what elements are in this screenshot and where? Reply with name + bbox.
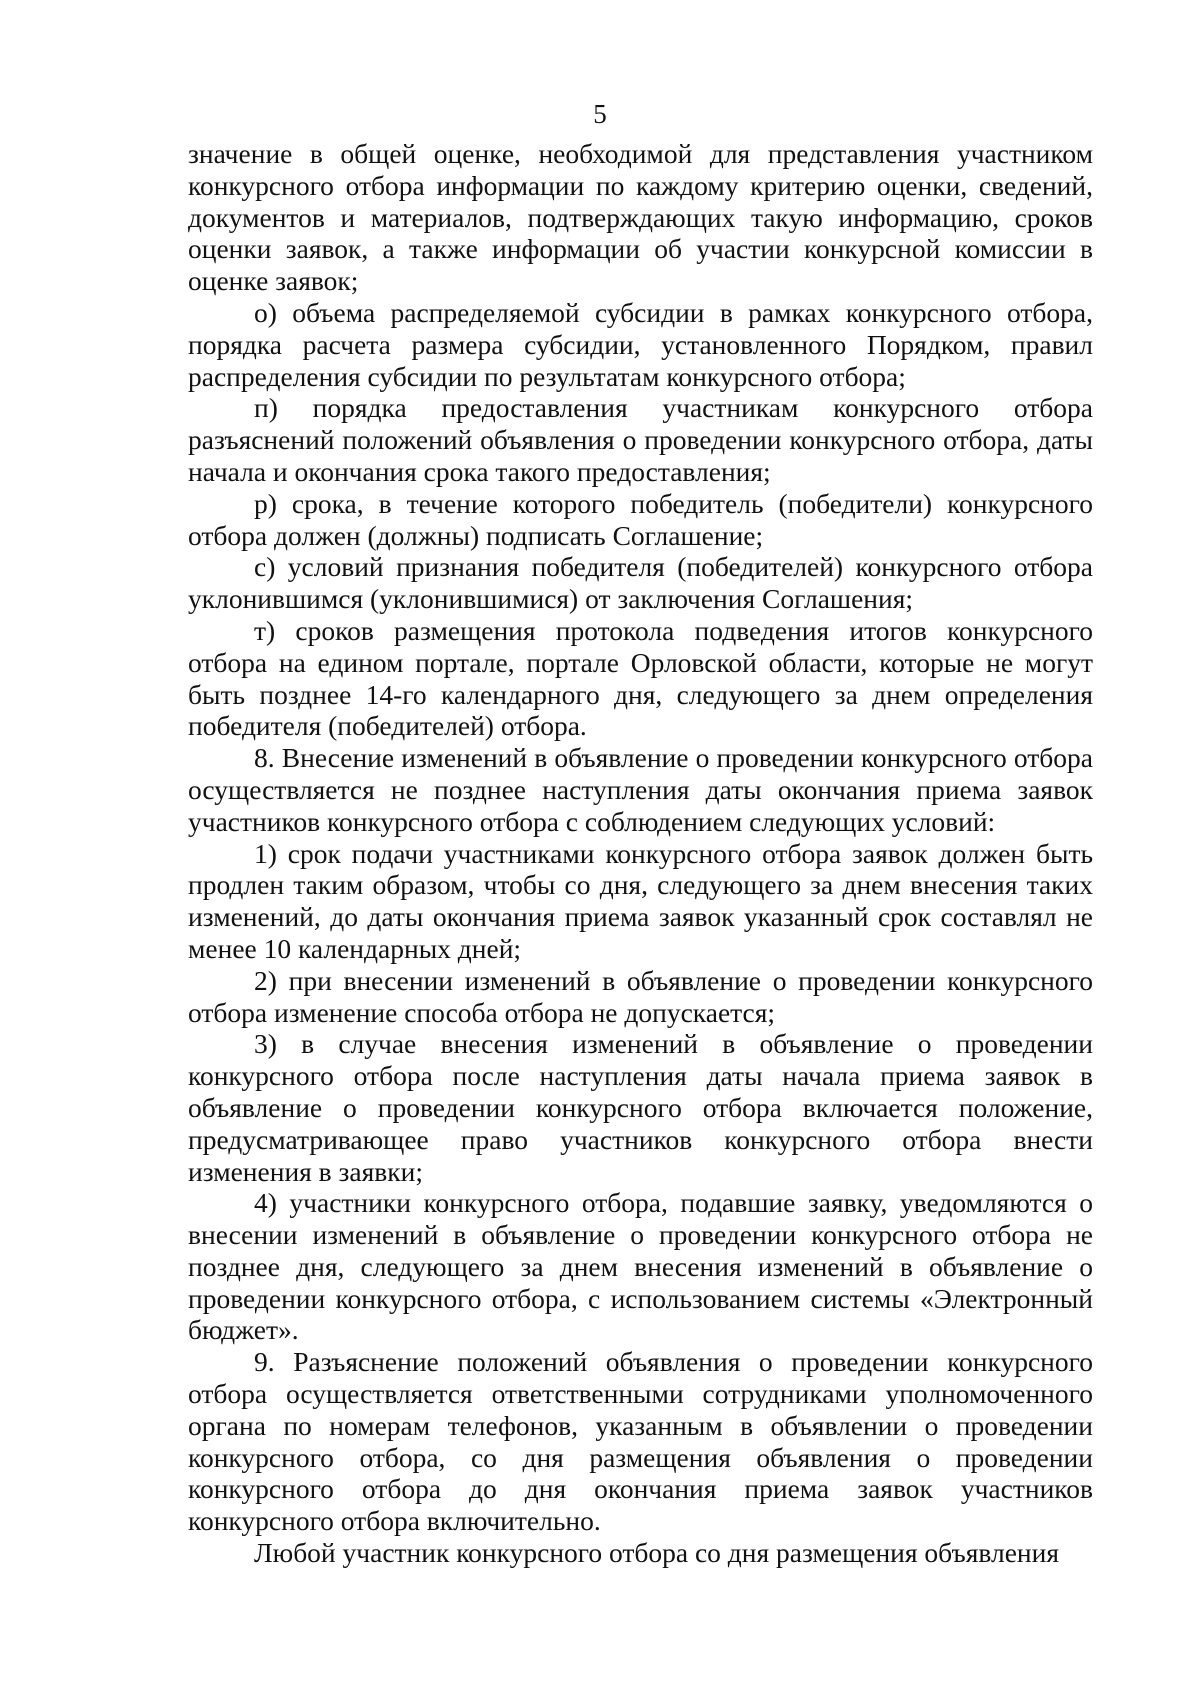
document-body <box>188 138 1093 1569</box>
paragraph-item-s: с) условий признания победителя (победителей) конкурсного отбора уклонившимся (уклонившимися) от заключения Соглашения; <box>188 551 1093 615</box>
paragraph-condition-1: 1) срок подачи участниками конкурсного отбора заявок должен быть продлен таким образом, чтобы со дня, следующего за днем внесения таких изменений, до даты окончания приема заявок указанный срок составлял не менее 10 календарных дней; <box>188 837 1093 964</box>
paragraph-final: Любой участник конкурсного отбора со дня размещения объявления <box>254 1537 1059 1569</box>
paragraph-item-r: р) срока, в течение которого победитель (победители) конкурсного отбора должен (должны) подписать Соглашение; <box>188 487 1093 551</box>
paragraph-condition-2: 2) при внесении изменений в объявление о проведении конкурсного отбора изменение способа отбора не допускается; <box>188 964 1093 1028</box>
paragraph-item-t: т) сроков размещения протокола подведения итогов конкурсного отбора на едином портале, портале Орловской области, которые не могут быть позднее 14-го календарного дня, следующего за днем определения победителя (победителей) отбора. <box>188 614 1093 742</box>
paragraph-condition-4: 4) участники конкурсного отбора, подавшие заявку, уведомляются о внесении изменений в объявление о проведении конкурсного отбора не позднее дня, следующего за днем внесения изменений в объявление о проведении конкурсного отбора, с использованием системы «Электронный бюджет». <box>188 1187 1093 1346</box>
paragraph-section-8: 8. Внесение изменений в объявление о проведении конкурсного отбора осуществляется не позднее наступления даты окончания приема заявок участников конкурсного отбора с соблюдением следующих условий: <box>188 742 1093 837</box>
paragraph-continuation: значение в общей оценке, необходимой для представления участником конкурсного отбора информации по каждому критерию оценки, сведений, документов и материалов, подтверждающих такую информацию, сроков оценки заявок, а также информации об участии конкурсной комиссии в оценке заявок; <box>188 138 1093 297</box>
paragraph-item-o: о) объема распределяемой субсидии в рамках конкурсного отбора, порядка расчета размера субсидии, установленного Порядком, правил распределения субсидии по результатам конкурсного отбора; <box>188 296 1093 392</box>
page-number: 5 <box>593 99 607 129</box>
paragraph-condition-3: 3) в случае внесения изменений в объявление о проведении конкурсного отбора после наступления даты начала приема заявок в объявление о проведении конкурсного отбора включается положение, предусматривающее право участников конкурсного отбора внести изменения в заявки; <box>188 1028 1093 1187</box>
paragraph-section-9: 9. Разъяснение положений объявления о проведении конкурсного отбора осуществляется ответственными сотрудниками уполномоченного органа по номерам телефонов, указанным в объявлении о проведении конкурсного отбора, со дня размещения объявления о проведении конкурсного отбора до дня окончания приема заявок участников конкурсного отбора включительно. <box>188 1346 1093 1537</box>
paragraph-item-p: п) порядка предоставления участникам конкурсного отбора разъяснений положений объявления о проведении конкурсного отбора, даты начала и окончания срока такого предоставления; <box>188 392 1093 487</box>
